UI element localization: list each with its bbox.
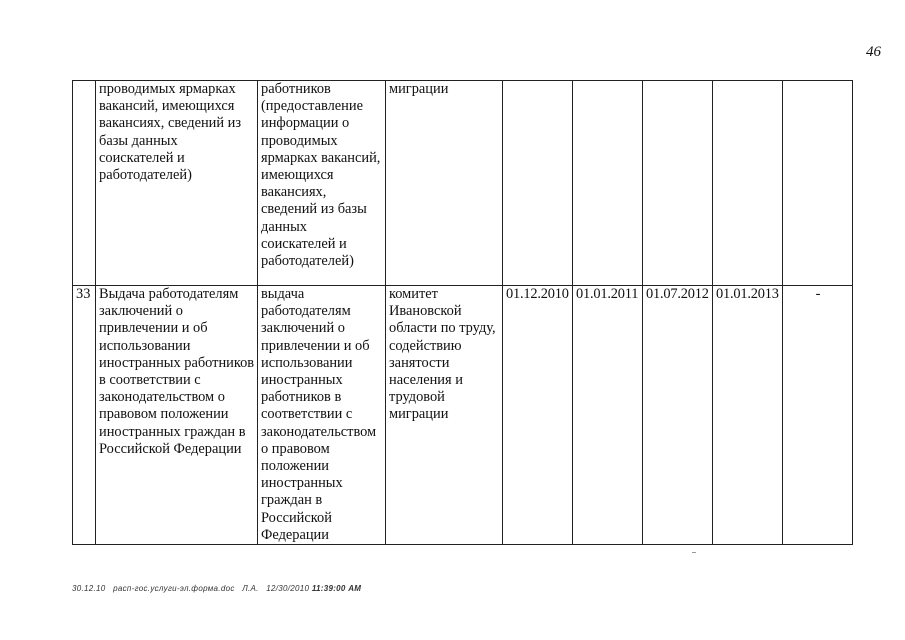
service-result-cell: выдача работодателям заключений о привлечении и об использовании иностранных работников в соответствии с законодательством о правовом положении иностранных граждан в Российской Федерации [258,286,386,545]
table-row [73,286,853,545]
last-cell: - [783,286,853,545]
date-cell-4 [713,81,783,286]
service-result-cell: работников (предоставление информации о проводимых ярмарках вакансий, имеющихся вакансиях, сведений из базы данных соискателей и работодателей) [258,81,386,286]
services-table [72,80,853,545]
row-number-cell: 33 [73,286,96,545]
date-cell-2 [573,81,643,286]
date-cell-1: 01.12.2010 [503,286,573,545]
service-name-cell: Выдача работодателям заключений о привлечении и об использовании иностранных работников в соответствии с законодательством о правовом положении иностранных граждан в Российской Федерации [96,286,258,545]
service-name-cell: проводимых ярмарках вакансий, имеющихся вакансиях, сведений из базы данных соискателей и работодателей) [96,81,258,286]
footer-date: 30.12.10 [72,584,106,593]
page-number: 46 [866,44,881,60]
footer-author: Л.А. [242,584,259,593]
footer-saved-date: 12/30/2010 [266,584,310,593]
responsible-org-cell: миграции [386,81,503,286]
date-cell-4: 01.01.2013 [713,286,783,545]
document-footer [72,584,361,593]
date-cell-2: 01.01.2011 [573,286,643,545]
scan-speck [692,552,696,553]
last-cell [783,81,853,286]
responsible-org-cell: комитет Ивановской области по труду, содействию занятости населения и трудовой миграции [386,286,503,545]
footer-filename: расп-гос.услуги-эл.форма.doc [113,584,235,593]
date-cell-3 [643,81,713,286]
footer-saved-time: 11:39:00 AM [311,584,362,593]
row-number-cell [73,81,96,286]
date-cell-3: 01.07.2012 [643,286,713,545]
date-cell-1 [503,81,573,286]
table-row [73,81,853,286]
